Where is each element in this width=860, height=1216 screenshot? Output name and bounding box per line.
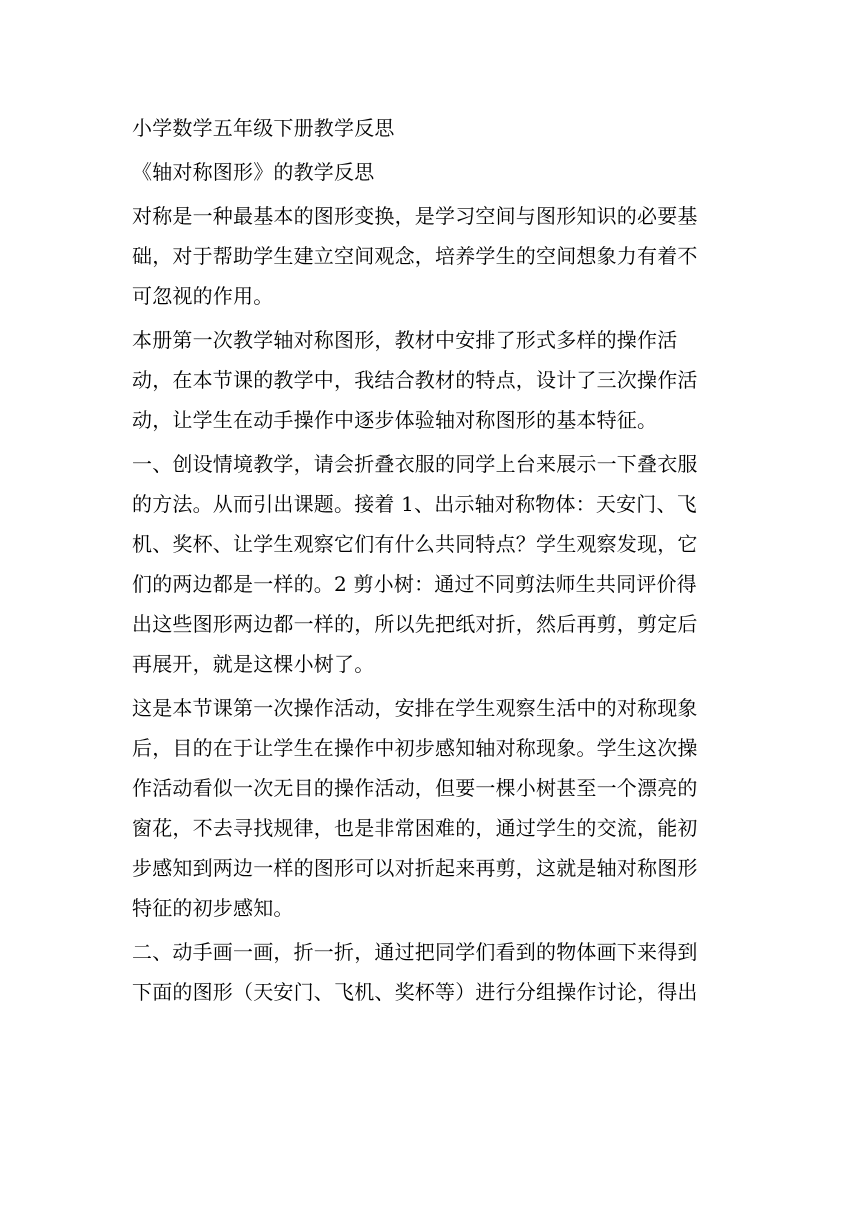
text-line: 下面的图形（天安门、飞机、奖杯等）进行分组操作讨论，得出: [132, 980, 698, 1004]
text-line: 出这些图形两边都一样的，所以先把纸对折，然后再剪，剪定后: [132, 612, 698, 636]
text-line: 《轴对称图形》的教学反思: [132, 160, 375, 184]
text-line: 作活动看似一次无目的操作活动，但要一棵小树甚至一个漂亮的: [132, 776, 698, 800]
text-line: 步感知到两边一样的图形可以对折起来再剪，这就是轴对称图形: [132, 856, 698, 880]
text-line: 可忽视的作用。: [132, 284, 274, 308]
paragraph-title: [132, 108, 732, 148]
text-line: 再展开，就是这棵小树了。: [132, 652, 375, 676]
paragraph: [132, 320, 732, 440]
text-line: 机、奖杯、让学生观察它们有什么共同特点？学生观察发现，它: [132, 532, 698, 556]
text-line: 本册第一次教学轴对称图形，教材中安排了形式多样的操作活: [132, 328, 678, 352]
text-line: 础，对于帮助学生建立空间观念，培养学生的空间想象力有着不: [132, 244, 698, 268]
paragraph: [132, 688, 732, 928]
text-line: 动，让学生在动手操作中逐步体验轴对称图形的基本特征。: [132, 408, 658, 432]
paragraph-subtitle: [132, 152, 732, 192]
text-line: 小学数学五年级下册教学反思: [132, 116, 395, 140]
text-line: 的方法。从而引出课题。接着 1、出示轴对称物体：天安门、飞: [132, 492, 697, 516]
text-line: 二、动手画一画，折一折，通过把同学们看到的物体画下来得到: [132, 940, 698, 964]
text-line: 特征的初步感知。: [132, 896, 294, 920]
text-line: 动，在本节课的教学中，我结合教材的特点，设计了三次操作活: [132, 368, 698, 392]
text-line: 一、创设情境教学，请会折叠衣服的同学上台来展示一下叠衣服: [132, 452, 698, 476]
document-body: [132, 108, 732, 1012]
text-line: 对称是一种最基本的图形变换，是学习空间与图形知识的必要基: [132, 204, 698, 228]
paragraph: [132, 196, 732, 316]
text-line: 窗花，不去寻找规律，也是非常困难的，通过学生的交流，能初: [132, 816, 698, 840]
paragraph: [132, 932, 732, 1012]
text-line: 这是本节课第一次操作活动，安排在学生观察生活中的对称现象: [132, 696, 698, 720]
paragraph: [132, 444, 732, 684]
text-line: 后，目的在于让学生在操作中初步感知轴对称现象。学生这次操: [132, 736, 698, 760]
text-line: 们的两边都是一样的。2 剪小树：通过不同剪法师生共同评价得: [132, 572, 697, 596]
